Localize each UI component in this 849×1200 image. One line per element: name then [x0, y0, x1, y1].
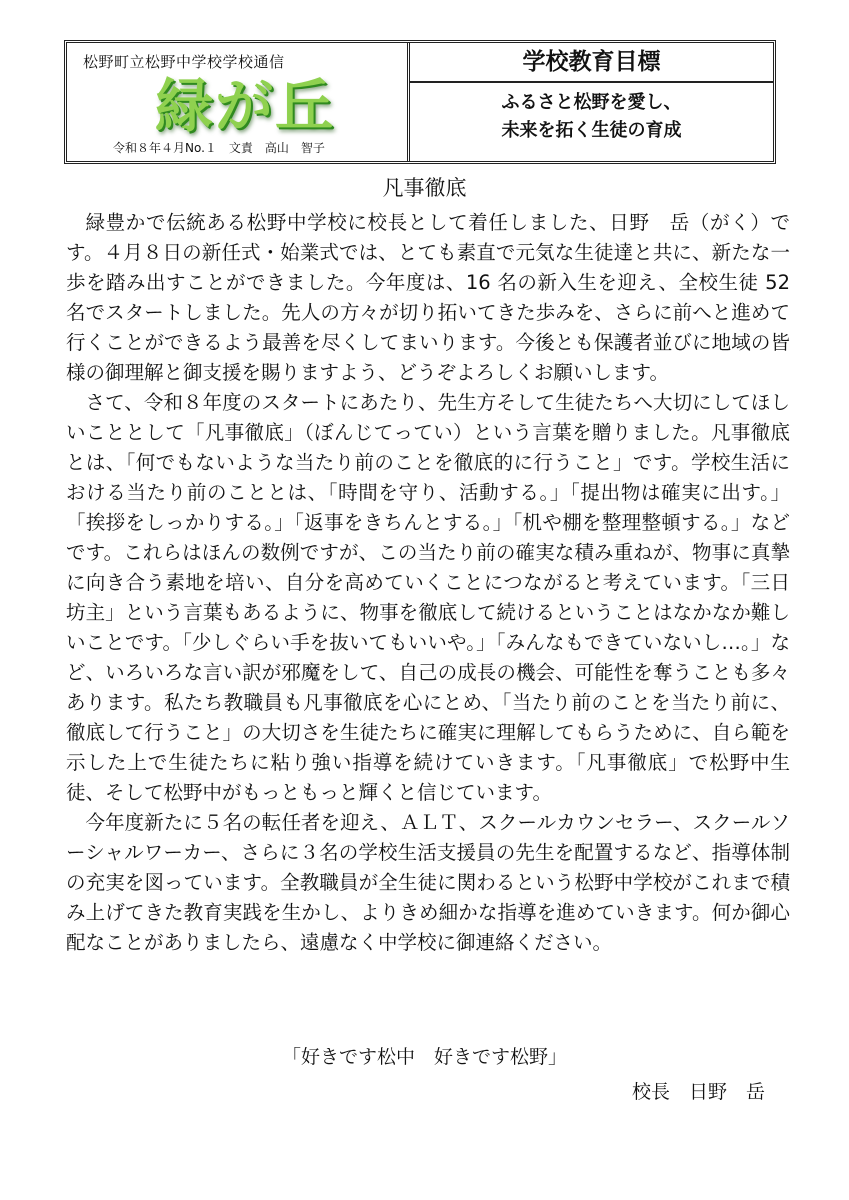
paragraph-3: 今年度新たに５名の転任者を迎え、ＡＬＴ、スクールカウンセラー、スクールソーシャルワーカー、さらに３名の学校生活支援員の先生を配置するなど、指導体制の充実を図っています。全教職員が全生徒に関わるという松野中学校がこれまで積み上げてきた教育実践を生かし、よりきめ細かな指導を進めていきます。何か御心配なことがありましたら、遠慮なく中学校に御連絡ください。 — [66, 811, 790, 954]
goal-title: 学校教育目標 — [410, 43, 773, 83]
article-title: 凡事徹底 — [382, 176, 467, 200]
school-motto: 「好きです松中 好きです松野」 — [281, 1046, 567, 1068]
article-body — [66, 208, 790, 958]
goal-line-2: 未来を拓く生徒の育成 — [501, 120, 682, 141]
newsletter-title-logo: 緑が丘 — [155, 72, 336, 140]
masthead — [67, 43, 410, 161]
goal-line-1: ふるさと松野を愛し、 — [501, 92, 682, 113]
paragraph-2: さて、令和８年度のスタートにあたり、先生方そして生徒たちへ大切にしてほしいこととして「凡事徹底」（ぼんじてってい）という言葉を贈りました。凡事徹底とは、「何でもないような当たり前のことを徹底的に行うこと」です。学校生活における当たり前のこととは、「時間を守り、活動する。」「提出物は確実に出す。」「挨拶をしっかりする。」「返事をきちんとする。」「机や棚を整理整頓する。」などです。これらはほんの数例ですが、この当たり前の確実な積み重ねが、物事に真摯に向き合う素地を培い、自分を高めていくことにつながると考えています。「三日坊主」という言葉もあるように、物事を徹底して続けるということはなかなか難しいことです。「少しぐらい手を抜いてもいいや。」「みんなもできていないし…。」など、いろいろな言い訳が邪魔をして、自己の成長の機会、可能性を奪うことも多々あります。私たち教職員も凡事徹底を心にとめ、「当たり前のことを当たり前に、徹底して行うこと」の大切さを生徒たちに確実に理解してもらうために、自ら範を示した上で生徒たちに粘り強い指導を続けていきます。「凡事徹底」で松野中生徒、そして松野中がもっともっと輝くと信じています。 — [66, 391, 790, 804]
issue-info: 令和８年４月No.１ 文責 高山 智子 — [113, 141, 325, 155]
paragraph-1: 緑豊かで伝統ある松野中学校に校長として着任しました、日野 岳（がく）です。４月８日の新任式・始業式では、とても素直で元気な生徒達と共に、新たな一歩を踏み出すことができました。今年度は、16 名の新入生を迎え、全校生徒 52 名でスタートしました。先人の方々が切り拓いてきた歩みを、さらに前へと進めて行くことができるよう最善を尽くしてまいります。今後とも保護者並びに地域の皆様の御理解と御支援を賜りますよう、どうぞよろしくお願いします。 — [66, 211, 790, 384]
newsletter-header — [64, 40, 776, 164]
principal-signature: 校長 日野 岳 — [631, 1081, 765, 1103]
goal-statement — [410, 89, 773, 153]
school-name: 松野町立松野中学校学校通信 — [83, 53, 285, 71]
